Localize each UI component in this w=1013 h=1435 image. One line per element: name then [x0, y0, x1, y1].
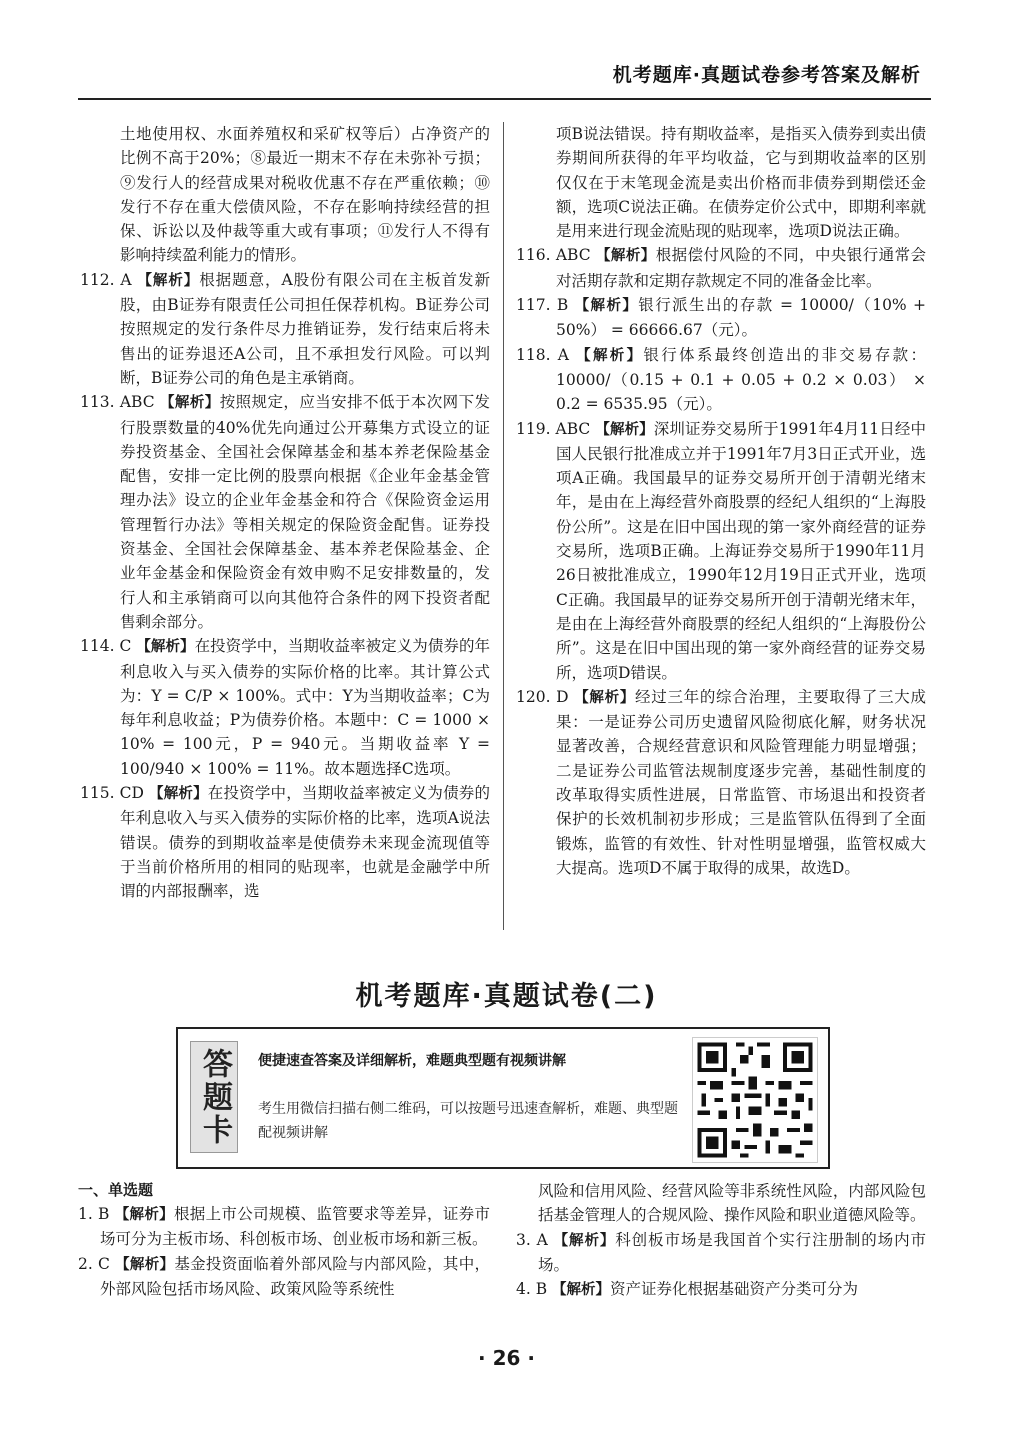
page-header-title: 机考题库·真题试卷参考答案及解析 — [612, 64, 921, 86]
analysis-label: 【解析】 — [115, 1256, 175, 1273]
item-text: 按照规定，应当安排不低于本次网下发行股票数量的40%优先向通过公开募集方式设立的证券投资基金、全国社会保障基金和基本养老保险基金配售，安排一定比例的股票向根据《企业年金基金管理办法》设立的企业年金基金和符合《保险资金运用管理暂行办法》等相关规定的保险资金配售。证券投资基金、全国社会保障基金、基本养老保险基金、企业年金基金和保险资金有效申购不足安排数量的，发行人和主承销商可以向其他符合条件的网下投资者配售剩余部分。 — [120, 393, 491, 631]
answer-card-badge-text: 答题卡 — [197, 1047, 232, 1147]
page-number: · 26 · — [478, 1346, 535, 1370]
item-number: 2. C — [78, 1254, 110, 1273]
column-divider — [503, 122, 504, 930]
part-one-left-column — [78, 1202, 490, 1301]
item-number: 4. B — [516, 1280, 548, 1299]
answer-item-3 — [516, 1228, 926, 1278]
analysis-label: 【解析】 — [159, 395, 220, 412]
answer-card-text: 考生用微信扫描右侧二维码，可以按题号迅速查解析，难题、典型题配视频讲解 — [258, 1101, 678, 1141]
continuation-text: 土地使用权、水面养殖权和采矿权等后）占净资产的比例不高于20%；⑧最近一期末不存在未弥补亏损；⑨发行人的经营成果对税收优惠不存在严重依赖；⑩发行不存在重大偿债风险，不存在影响持续经营的担保、诉讼以及仲裁等重大或有事项；⑪发行人不得有影响持续盈利能力的情形。 — [120, 125, 490, 265]
item-text: 银行体系最终创造出的非交易存款：10000/（0.15 + 0.1 + 0.05 + 0.2 × 0.03） × 0.2 = 6535.95（元）。 — [556, 345, 926, 414]
header-rule — [78, 98, 931, 100]
answer-card-box — [176, 1027, 830, 1169]
analysis-label: 【解析】 — [137, 272, 200, 289]
item-text: 根据题意，A股份有限公司在主板首发新股，由B证券有限责任公司担任保荐机构。B证券公司按照规定的发行条件尽力推销证券，发行结束后将未售出的证券退还A公司，且不承担发行风险。可以判断，B证券公司的角色是主承销商。 — [120, 270, 490, 387]
item-number: 112. A — [80, 270, 132, 289]
item-text: 在投资学中，当期收益率被定义为债券的年利息收入与买入债券的实际价格的比率。其计算公式为：Y = C/P × 100%。式中：Y为当期收益率；C为每年利息收益；P为债券价格。本题中：C = 1000 × 10% = 100元，P = 940元。当期收益率 Y = 100/940 × 100% = 11%。故本题选择C选项。 — [120, 637, 490, 778]
analysis-label: 【解析】 — [595, 421, 654, 438]
analysis-label: 【解析】 — [149, 786, 208, 803]
section-heading-single-choice: 一、单选题 — [78, 1181, 154, 1199]
answer-item-113 — [80, 390, 490, 634]
item-text: 基金投资面临着外部风险与内部风险，其中，外部风险包括市场风险、政策风险等系统性 — [100, 1254, 490, 1298]
continuation-text: 项B说法错误。持有期收益率，是指买入债券到卖出债券期间所获得的年平均收益，它与到期收益率的区别仅仅在于末笔现金流是卖出价格而非债券到期偿还金额，选项C说法正确。在债券定价公式中，即期利率就是用来进行现金流贴现的贴现率，选项D说法正确。 — [556, 125, 926, 241]
item-text: 根据上市公司规模、监管要求等差异，证券市场可分为主板市场、科创板市场、创业板市场和新三板。 — [100, 1205, 491, 1249]
answer-item-115 — [80, 781, 490, 903]
answer-item-2 — [78, 1252, 490, 1302]
item-number: 113. ABC — [80, 393, 155, 412]
answer-item-114 — [80, 634, 490, 781]
item-text: 深圳证券交易所于1991年4月11日经中国人民银行批准成立并于1991年7月3日正式开业，选项A正确。我国最早的证券交易所开创于清朝光绪末年，是由在上海经营外商股票的经纪人组织的“上海股份公所”。这是在旧中国出现的第一家外商经营的证券交易所，选项B正确。上海证券交易所于1990年11月26日被批准成立，1990年12月19日正式开业，选项C正确。我国最早的证券交易所开创于清朝光绪末年，是由在上海经营外商股票的经纪人组织的“上海股份公所”。这是在旧中国出现的第一家外商经营的证券交易所，选项D错误。 — [556, 419, 927, 682]
part-one-right-column — [516, 1179, 926, 1302]
answer-item-120 — [516, 685, 926, 880]
item-number: 115. CD — [80, 784, 144, 803]
item-number: 117. B — [516, 296, 569, 315]
answer-item-118 — [516, 343, 926, 417]
item-number: 1. B — [78, 1205, 110, 1223]
analysis-label: 【解析】 — [114, 1207, 174, 1223]
answer-item-112 — [80, 268, 490, 390]
analysis-label: 【解析】 — [576, 347, 644, 364]
item-number: 116. ABC — [516, 246, 591, 265]
item-number: 114. C — [80, 637, 132, 656]
item-text: 资产证券化根据基础资产分类可分为 — [610, 1280, 859, 1299]
answer-item-119 — [516, 417, 926, 685]
item-number: 119. ABC — [516, 419, 591, 438]
item-number: 3. A — [516, 1230, 548, 1249]
right-column — [516, 122, 926, 880]
item-number: 118. A — [516, 345, 569, 364]
analysis-label: 【解析】 — [574, 298, 639, 315]
answer-item-4 — [516, 1277, 926, 1302]
analysis-label: 【解析】 — [595, 248, 656, 265]
item-text: 经过三年的综合治理，主要取得了三大成果：一是证券公司历史遗留风险彻底化解，财务状况显著改善，合规经营意识和风险管理能力明显增强；二是证券公司监管法规制度逐步完善，基础性制度的改革取得实质性进展，日常监管、市场退出和投资者保护的长效机制初步形成；三是监管队伍得到了全面锻炼，监管的有效性、针对性明显增强，监管权威大大提高。选项D不属于取得的成果，故选D。 — [556, 687, 926, 877]
answer-item-117 — [516, 293, 926, 343]
item-number: 120. D — [516, 687, 569, 706]
answer-card-badge — [190, 1041, 238, 1153]
item-text: 根据偿付风险的不同，中央银行通常会对活期存款和定期存款规定不同的准备金比率。 — [556, 246, 927, 290]
section-title: 机考题库·真题试卷(二) — [355, 981, 658, 1012]
answer-item-116 — [516, 243, 926, 293]
analysis-label: 【解析】 — [553, 1232, 616, 1249]
qr-code-icon[interactable] — [692, 1037, 818, 1163]
item-text: 银行派生出的存款 = 10000/（10% + 50%） = 66666.67（元）。 — [556, 296, 926, 340]
answer-card-headline: 便捷速查答案及详细解析，难题典型题有视频讲解 — [258, 1053, 566, 1069]
continuation-text: 风险和信用风险、经营风险等非系统性风险，内部风险包括基金管理人的合规风险、操作风险和职业道德风险等。 — [538, 1182, 926, 1225]
analysis-label: 【解析】 — [574, 689, 636, 706]
left-column — [80, 122, 490, 904]
item-text: 科创板市场是我国首个实行注册制的场内市场。 — [538, 1230, 926, 1274]
item-text: 在投资学中，当期收益率被定义为债券的年利息收入与买入债券的实际价格的比率，选项A说法错误。债券的到期收益率是使债券未来现金流现值等于当前价格所用的相同的贴现率，也就是金融学中所谓的内部报酬率，选 — [120, 784, 490, 901]
analysis-label: 【解析】 — [552, 1282, 611, 1299]
analysis-label: 【解析】 — [136, 639, 195, 656]
answer-item-1 — [78, 1202, 490, 1252]
